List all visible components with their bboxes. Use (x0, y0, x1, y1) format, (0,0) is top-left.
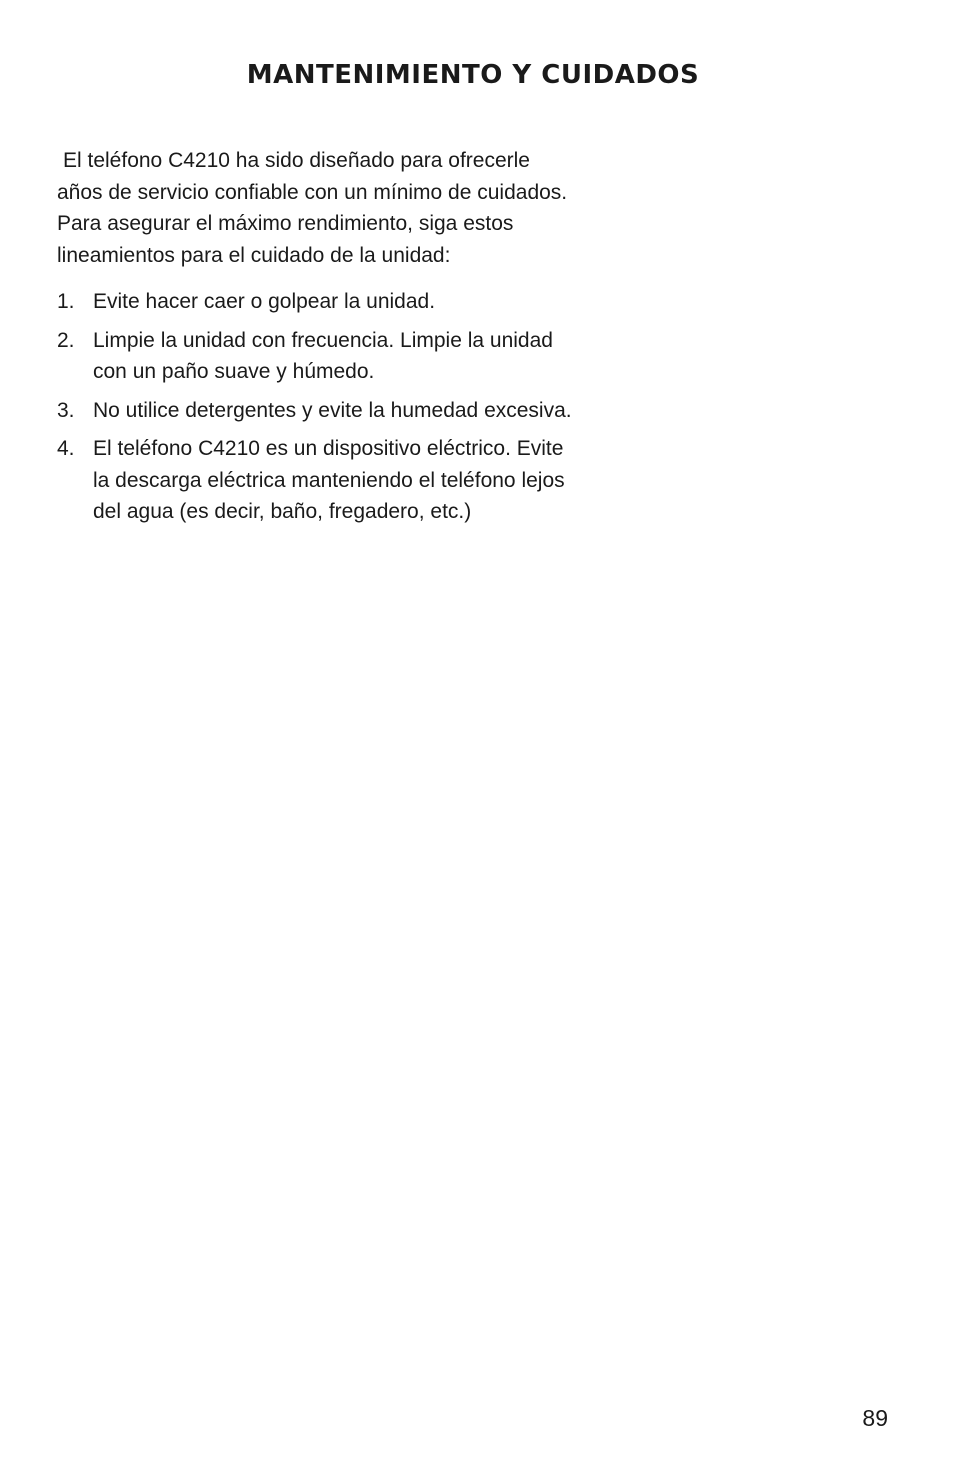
step-number: 3. (57, 398, 75, 422)
page-number: 89 (862, 1405, 888, 1431)
step-number: 4. (57, 437, 75, 460)
step-text: Limpie la unidad con frecuencia. Limpie la unidad con un paño suave y húmedo. (93, 328, 553, 383)
step-number: 1. (57, 290, 75, 313)
intro-paragraph: El teléfono C4210 ha sido diseñado para ofrecerle años de servicio confiable con un mínimo de cuidados. Para asegurar el máximo rendimiento, siga estos lineamientos para el cuidado de la unidad: (57, 149, 568, 267)
list-item (57, 395, 577, 427)
list-item (57, 433, 577, 528)
step-text: El teléfono C4210 es un dispositivo eléctrico. Evite la descarga eléctrica manteniendo el teléfono lejos del agua (es decir, baño, fregadero, etc.) (93, 437, 565, 523)
list-item (57, 325, 577, 388)
page-title: MANTENIMIENTO Y CUIDADOS (246, 60, 700, 90)
step-text: Evite hacer caer o golpear la unidad. (93, 290, 436, 313)
list-item (57, 286, 577, 318)
step-text: No utilice detergentes y evite la humedad excesiva. (93, 398, 572, 422)
step-number: 2. (57, 328, 75, 352)
care-steps-list (57, 286, 577, 535)
